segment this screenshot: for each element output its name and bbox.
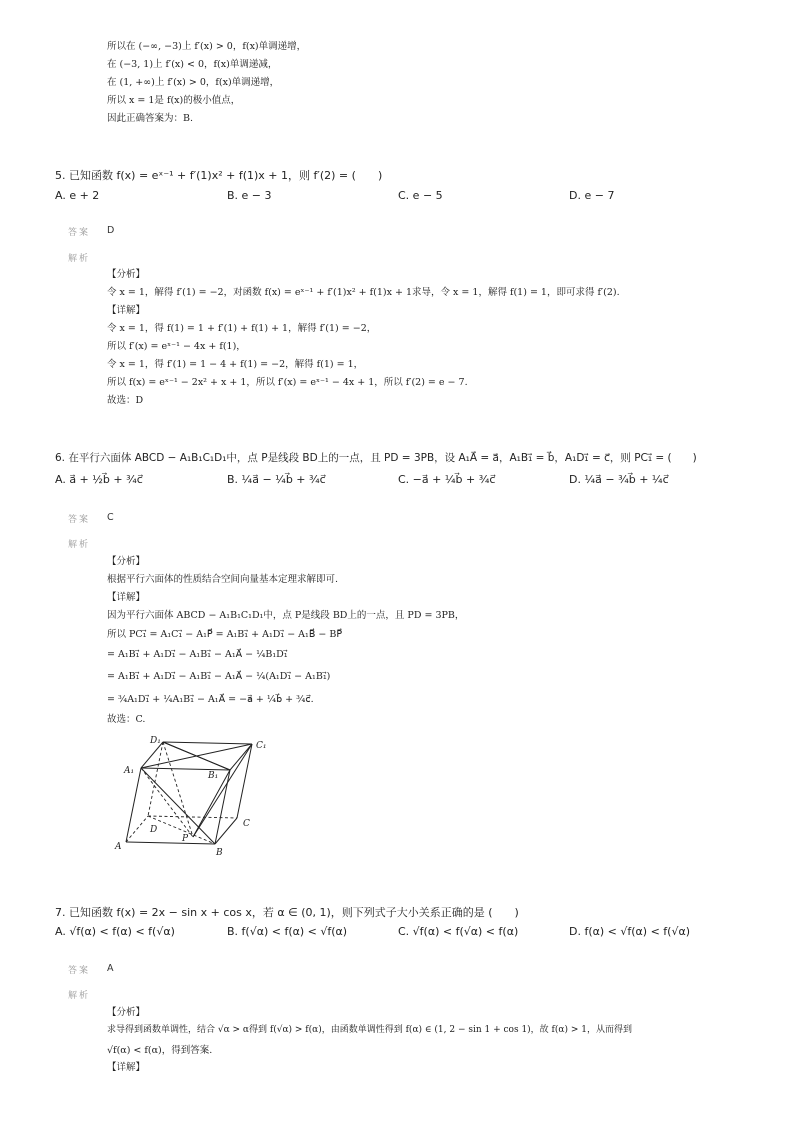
q6-fenxi-header: 【分析】 — [107, 556, 146, 567]
q5-detail-line-1: 令 x = 1，得 f(1) = 1 + f′(1) + f(1) + 1，解得 f′(1) = −2， — [107, 323, 377, 334]
q5-option-b: B. e − 3 — [227, 189, 272, 202]
label-b: B — [216, 848, 223, 858]
q6-detail-line-6: 故选：C. — [107, 714, 146, 725]
prev-solution-line-1: 所以在 (−∞, −3)上 f′(x) > 0，f(x)单调递增， — [107, 41, 307, 52]
q6-option-d: D. ¼a⃗ − ¾b⃗ + ¼c⃗ — [569, 473, 669, 486]
q7-option-d: D. f(α) < √f(α) < f(√α) — [569, 925, 691, 938]
q6-answer: C — [107, 512, 114, 523]
q5-option-a: A. e + 2 — [55, 189, 100, 202]
q7-answer-label: 答案 — [68, 966, 91, 976]
prev-solution-line-3: 在 (1, +∞)上 f′(x) > 0，f(x)单调递增， — [107, 77, 280, 88]
q7-answer: A — [107, 963, 114, 974]
q5-detail-line-3: 令 x = 1，得 f′(1) = 1 − 4 + f(1) = −2，解得 f(1) = 1， — [107, 359, 364, 370]
q7-stem: 7. 已知函数 f(x) = 2x − sin x + cos x，若 α ∈ (0, 1)，则下列式子大小关系正确的是 ( ) — [55, 906, 519, 919]
q5-option-d: D. e − 7 — [569, 189, 615, 202]
q5-detail-header: 【详解】 — [107, 305, 146, 316]
q7-option-b: B. f(√α) < f(α) < √f(α) — [227, 925, 348, 938]
q5-detail-line-4: 所以 f(x) = eˣ⁻¹ − 2x² + x + 1，所以 f′(x) = eˣ⁻¹ − 4x + 1，所以 f′(2) = e − 7. — [107, 377, 468, 388]
q6-fenxi-text: 根据平行六面体的性质结合空间向量基本定理求解即可. — [107, 574, 339, 585]
hidden-edge-d-c — [148, 816, 237, 818]
q5-analysis-label: 解析 — [68, 254, 91, 264]
label-c: C — [243, 819, 250, 829]
q5-answer-label: 答案 — [68, 228, 91, 238]
q5-fenxi-text: 令 x = 1，解得 f′(1) = −2，对函数 f(x) = eˣ⁻¹ + f′(1)x² + f(1)x + 1求导，令 x = 1，解得 f(1) = 1，即可求得 f′(2). — [107, 287, 620, 298]
label-a1: A₁ — [124, 766, 135, 776]
q5-option-c: C. e − 5 — [398, 189, 443, 202]
q6-detail-line-3: = A₁B₁⃗ + A₁D₁⃗ − A₁B₁⃗ − A₁A⃗ − ¼B₁D₁⃗ — [107, 649, 288, 660]
q5-detail-line-2: 所以 f′(x) = eˣ⁻¹ − 4x + f(1)， — [107, 341, 246, 352]
q6-analysis-label: 解析 — [68, 540, 91, 550]
prev-solution-line-4: 所以 x = 1是 f(x)的极小值点， — [107, 95, 241, 106]
q5-fenxi-header: 【分析】 — [107, 269, 146, 280]
q6-detail-line-5: = ¾A₁D₁⃗ + ¼A₁B₁⃗ − A₁A⃗ = −a⃗ + ¼b⃗ + ¾c⃗. — [107, 694, 314, 705]
q6-answer-label: 答案 — [68, 515, 91, 525]
q5-answer: D — [107, 225, 115, 236]
hidden-line-a1-p — [141, 768, 193, 837]
q7-option-a: A. √f(α) < f(α) < f(√α) — [55, 925, 175, 938]
q6-option-b: B. ¼a⃗ − ¼b⃗ + ¾c⃗ — [227, 473, 326, 486]
hidden-line-d1-p — [163, 742, 193, 837]
prev-solution-line-2: 在 (−3, 1)上 f′(x) < 0，f(x)单调递减， — [107, 59, 278, 70]
q6-detail-line-2: 所以 PC₁⃗ = A₁C₁⃗ − A₁P⃗ = A₁B₁⃗ + A₁D₁⃗ − A₁B⃗ − BP⃗ — [107, 629, 343, 640]
q7-detail-header: 【详解】 — [107, 1062, 146, 1073]
q7-analysis-label: 解析 — [68, 991, 91, 1001]
edge-a1-a — [126, 768, 141, 842]
parallelepiped-figure — [110, 732, 280, 862]
label-a: A — [115, 842, 122, 852]
q5-stem: 5. 已知函数 f(x) = eˣ⁻¹ + f′(1)x² + f(1)x + 1，则 f′(2) = ( ) — [55, 169, 383, 182]
edge-b-c — [215, 818, 237, 844]
hidden-edge-d1-d — [148, 742, 163, 816]
edge-a-b — [126, 842, 215, 844]
q7-fenxi-line-1: 求导得到函数单调性，结合 √α > α得到 f(√α) > f(α)，由函数单调性得到 f(α) ∈ (1, 2 − sin 1 + cos 1)，故 f(α) > 1，从而得到 — [107, 1025, 632, 1035]
q5-detail-line-5: 故选：D — [107, 395, 144, 406]
label-b1: B₁ — [208, 771, 219, 781]
q6-option-c: C. −a⃗ + ¼b⃗ + ¾c⃗ — [398, 473, 496, 486]
q6-detail-line-1: 因为平行六面体 ABCD − A₁B₁C₁D₁中，点 P是线段 BD上的一点，且 PD = 3PB， — [107, 610, 465, 621]
q6-detail-line-4: = A₁B₁⃗ + A₁D₁⃗ − A₁B₁⃗ − A₁A⃗ − ¼(A₁D₁⃗ − A₁B₁⃗) — [107, 671, 331, 682]
q7-option-c: C. √f(α) < f(√α) < f(α) — [398, 925, 519, 938]
q7-fenxi-line-2: √f(α) < f(α)，得到答案. — [107, 1045, 213, 1056]
label-c1: C₁ — [256, 741, 267, 751]
label-d: D — [150, 825, 158, 835]
edge-d1-c1 — [163, 742, 252, 744]
prev-solution-line-5: 因此正确答案为：B. — [107, 113, 194, 124]
label-p: P — [182, 834, 189, 844]
hidden-edge-a-d — [126, 816, 148, 842]
q6-detail-header: 【详解】 — [107, 592, 146, 603]
line-d1-b1-2 — [163, 742, 230, 770]
edge-b1-b — [215, 770, 230, 844]
q6-option-a: A. a⃗ + ½b⃗ + ¾c⃗ — [55, 473, 143, 486]
label-d1: D₁ — [150, 736, 161, 746]
q7-fenxi-header: 【分析】 — [107, 1007, 146, 1018]
q6-stem: 6. 在平行六面体 ABCD − A₁B₁C₁D₁中，点 P是线段 BD上的一点，且 PD = 3PB，设 A₁A⃗ = a⃗，A₁B₁⃗ = b⃗，A₁D₁⃗ = c⃗，则 PC₁⃗ = ( ) — [55, 452, 697, 464]
edge-a1-b1 — [141, 768, 230, 770]
